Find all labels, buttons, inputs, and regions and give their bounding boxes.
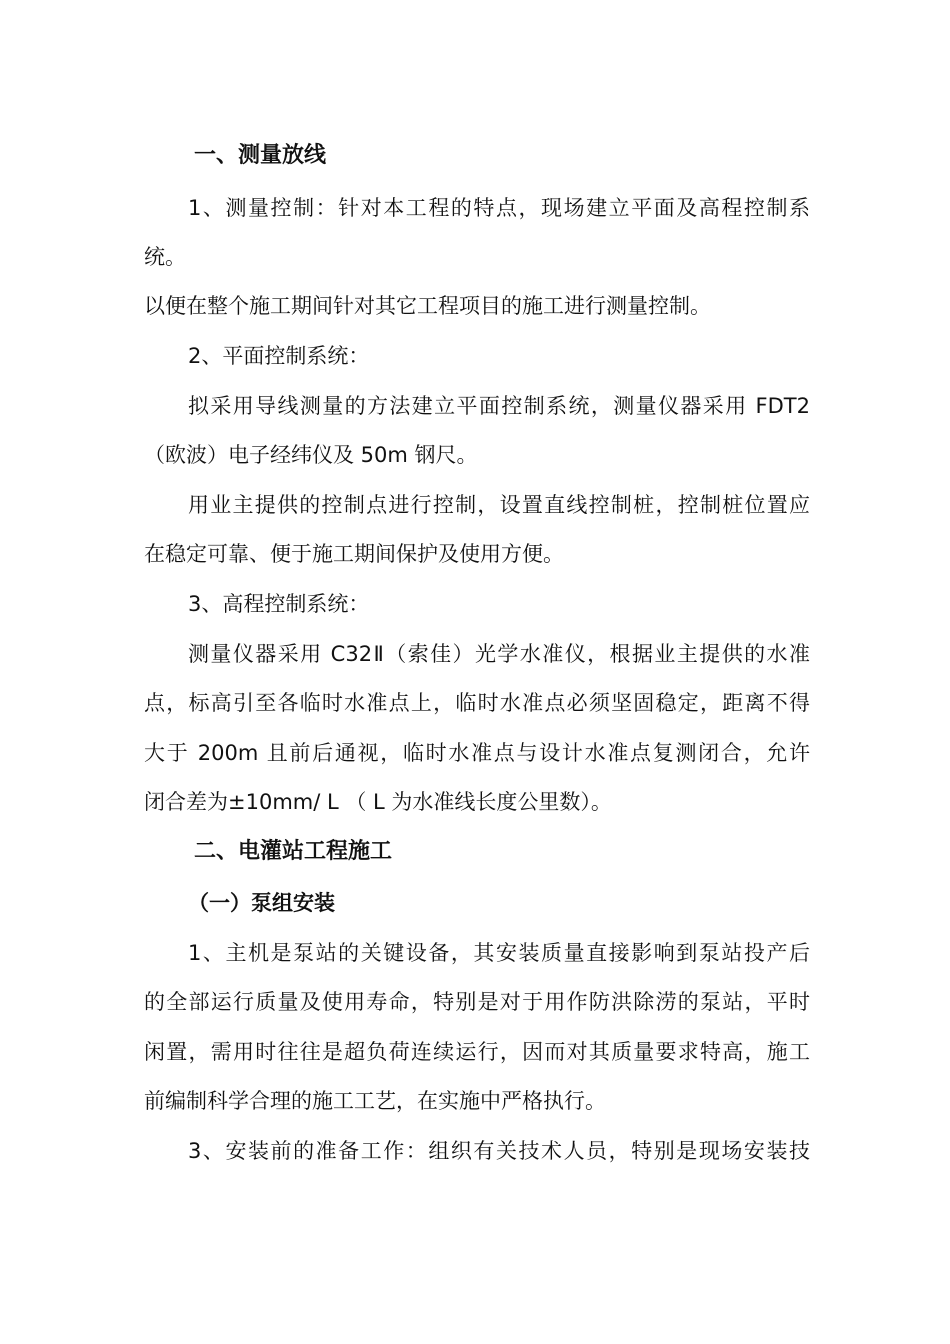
paragraph-line: 闭合差为±10mm/ L （ L 为水准线长度公里数）。 [144,790,612,814]
paragraph-line: 拟采用导线测量的方法建立平面控制系统，测量仪器采用 FDT2 [188,394,810,418]
paragraph-line: 测量仪器采用 C32Ⅱ（索佳）光学水准仪，根据业主提供的水准 [188,642,810,666]
paragraph-line: （欧波）电子经纬仪及 50m 钢尺。 [144,443,478,467]
section-heading-survey: 一、测量放线 [194,143,327,168]
paragraph-line: 用业主提供的控制点进行控制，设置直线控制桩，控制桩位置应 [188,493,810,517]
paragraph-line: 的全部运行质量及使用寿命，特别是对于用作防洪除涝的泵站，平时 [144,990,810,1014]
subsection-heading-pump-install: （一）泵组安装 [188,891,335,915]
paragraph-line: 3、高程控制系统： [188,592,370,616]
paragraph-line: 在稳定可靠、便于施工期间保护及使用方便。 [144,542,564,566]
paragraph-line: 1、测量控制：针对本工程的特点，现场建立平面及高程控制系 [188,196,810,220]
paragraph-line: 大于 200m 且前后通视，临时水准点与设计水准点复测闭合，允许 [144,741,810,765]
paragraph-line: 3、安装前的准备工作：组织有关技术人员，特别是现场安装技 [188,1139,810,1163]
paragraph-line: 闲置，需用时往往是超负荷连续运行，因而对其质量要求特高，施工 [144,1040,810,1064]
paragraph-line: 点，标高引至各临时水准点上，临时水准点必须坚固稳定，距离不得 [144,691,810,715]
paragraph-line: 统。 [144,245,186,269]
paragraph-line: 1、主机是泵站的关键设备，其安装质量直接影响到泵站投产后 [188,941,810,965]
paragraph-line: 前编制科学合理的施工工艺，在实施中严格执行。 [144,1089,606,1113]
paragraph-line: 2、平面控制系统： [188,344,370,368]
section-heading-pump-station: 二、电灌站工程施工 [194,839,393,864]
paragraph-line: 以便在整个施工期间针对其它工程项目的施工进行测量控制。 [144,294,711,318]
